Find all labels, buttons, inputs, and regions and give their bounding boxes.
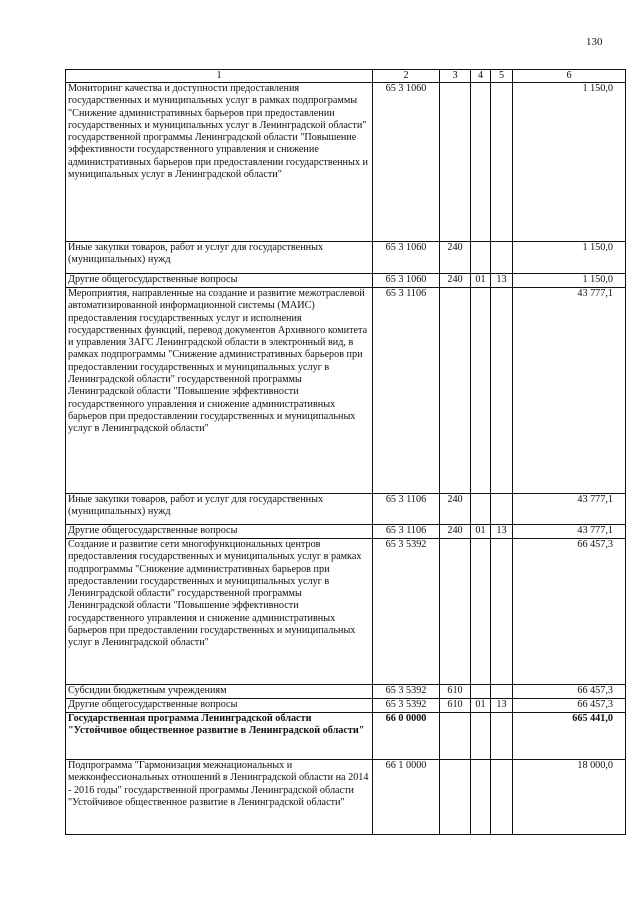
page-number: 130 xyxy=(586,36,603,48)
row-pr: 13 xyxy=(491,274,513,288)
header-cell-1: 1 xyxy=(66,70,373,83)
row-rz xyxy=(471,83,491,242)
row-name: Государственная программа Ленинградской области "Устойчивое общественное развитие в Ленинградской области" xyxy=(66,713,373,760)
row-amount: 66 457,3 xyxy=(513,699,626,713)
row-vr: 240 xyxy=(440,242,471,274)
row-rz xyxy=(471,760,491,835)
row-pr xyxy=(491,685,513,699)
table-row xyxy=(66,494,626,525)
row-code: 65 3 1060 xyxy=(373,83,440,242)
row-amount: 43 777,1 xyxy=(513,494,626,525)
row-vr xyxy=(440,539,471,685)
row-amount: 66 457,3 xyxy=(513,539,626,685)
row-pr xyxy=(491,288,513,494)
row-name: Субсидии бюджетным учреждениям xyxy=(66,685,373,699)
row-name: Другие общегосударственные вопросы xyxy=(66,699,373,713)
row-amount: 43 777,1 xyxy=(513,288,626,494)
table-row xyxy=(66,83,626,242)
row-vr xyxy=(440,713,471,760)
row-code: 65 3 5392 xyxy=(373,685,440,699)
table-row xyxy=(66,288,626,494)
row-rz xyxy=(471,242,491,274)
row-rz: 01 xyxy=(471,699,491,713)
row-code: 65 3 1060 xyxy=(373,242,440,274)
row-vr: 610 xyxy=(440,699,471,713)
row-code: 65 3 1106 xyxy=(373,494,440,525)
row-rz: 01 xyxy=(471,525,491,539)
row-name: Иные закупки товаров, работ и услуг для государственных (муниципальных) нужд xyxy=(66,494,373,525)
row-code: 65 3 5392 xyxy=(373,699,440,713)
row-rz xyxy=(471,685,491,699)
row-amount: 665 441,0 xyxy=(513,713,626,760)
header-cell-4: 4 xyxy=(471,70,491,83)
budget-table xyxy=(65,69,626,835)
row-pr: 13 xyxy=(491,699,513,713)
row-pr xyxy=(491,242,513,274)
row-rz: 01 xyxy=(471,274,491,288)
row-amount: 18 000,0 xyxy=(513,760,626,835)
row-name: Создание и развитие сети многофункциональных центров предоставления государственных и муниципальных услуг в рамках подпрограммы "Снижение административных барьеров при предоставлении государственных и муниципальных услуг в Ленинградской области" государственной программы Ленинградской области "Повышение эффективности государственного управления и снижение административных барьеров при предоставлении государственных и муниципальных услуг в Ленинградской области" xyxy=(66,539,373,685)
row-code: 66 1 0000 xyxy=(373,760,440,835)
row-pr xyxy=(491,760,513,835)
row-rz xyxy=(471,288,491,494)
row-code: 66 0 0000 xyxy=(373,713,440,760)
table-row xyxy=(66,274,626,288)
row-pr xyxy=(491,713,513,760)
row-pr xyxy=(491,539,513,685)
table-row xyxy=(66,760,626,835)
row-name: Мониторинг качества и доступности предоставления государственных и муниципальных услуг в рамках подпрограммы "Снижение административных барьеров при предоставлении государственных и муниципальных услуг в Ленинградской области" государственной программы Ленинградской области "Повышение эффективности государственного управления и снижение административных барьеров при предоставлении государственных и муниципальных услуг в Ленинградской области" xyxy=(66,83,373,242)
table-row xyxy=(66,525,626,539)
row-vr: 240 xyxy=(440,274,471,288)
row-vr: 240 xyxy=(440,494,471,525)
table-row xyxy=(66,685,626,699)
row-pr xyxy=(491,494,513,525)
row-vr: 610 xyxy=(440,685,471,699)
row-rz xyxy=(471,713,491,760)
row-name: Мероприятия, направленные на создание и развитие межотраслевой автоматизированной информационной системы (МАИС) предоставления государственных услуг и исполнения государственных функций, перевод документов Архивного комитета и управления ЗАГС Ленинградской области в электронный вид, в рамках подпрограммы "Снижение административных барьеров при предоставлении государственных и муниципальных услуг в Ленинградской области" государственной программы Ленинградской области "Повышение эффективности государственного управления и снижение административных барьеров при предоставлении государственных и муниципальных услуг в Ленинградской области" xyxy=(66,288,373,494)
header-cell-2: 2 xyxy=(373,70,440,83)
row-rz xyxy=(471,494,491,525)
row-name: Другие общегосударственные вопросы xyxy=(66,274,373,288)
row-vr xyxy=(440,288,471,494)
table-row xyxy=(66,539,626,685)
row-amount: 43 777,1 xyxy=(513,525,626,539)
table-row xyxy=(66,699,626,713)
table-row xyxy=(66,713,626,760)
row-pr: 13 xyxy=(491,525,513,539)
row-pr xyxy=(491,83,513,242)
row-amount: 1 150,0 xyxy=(513,83,626,242)
row-code: 65 3 1060 xyxy=(373,274,440,288)
table-row xyxy=(66,242,626,274)
row-vr xyxy=(440,83,471,242)
row-code: 65 3 1106 xyxy=(373,525,440,539)
row-code: 65 3 5392 xyxy=(373,539,440,685)
row-amount: 1 150,0 xyxy=(513,242,626,274)
header-cell-3: 3 xyxy=(440,70,471,83)
row-name: Иные закупки товаров, работ и услуг для государственных (муниципальных) нужд xyxy=(66,242,373,274)
header-row xyxy=(66,70,626,83)
row-vr: 240 xyxy=(440,525,471,539)
row-rz xyxy=(471,539,491,685)
row-name: Подпрограмма "Гармонизация межнациональных и межконфессиональных отношений в Ленинградской области на 2014 - 2016 годы" государственной программы Ленинградской области "Устойчивое общественное развитие в Ленинградской области" xyxy=(66,760,373,835)
header-cell-5: 5 xyxy=(491,70,513,83)
row-name: Другие общегосударственные вопросы xyxy=(66,525,373,539)
header-cell-6: 6 xyxy=(513,70,626,83)
row-amount: 66 457,3 xyxy=(513,685,626,699)
row-amount: 1 150,0 xyxy=(513,274,626,288)
row-code: 65 3 1106 xyxy=(373,288,440,494)
row-vr xyxy=(440,760,471,835)
